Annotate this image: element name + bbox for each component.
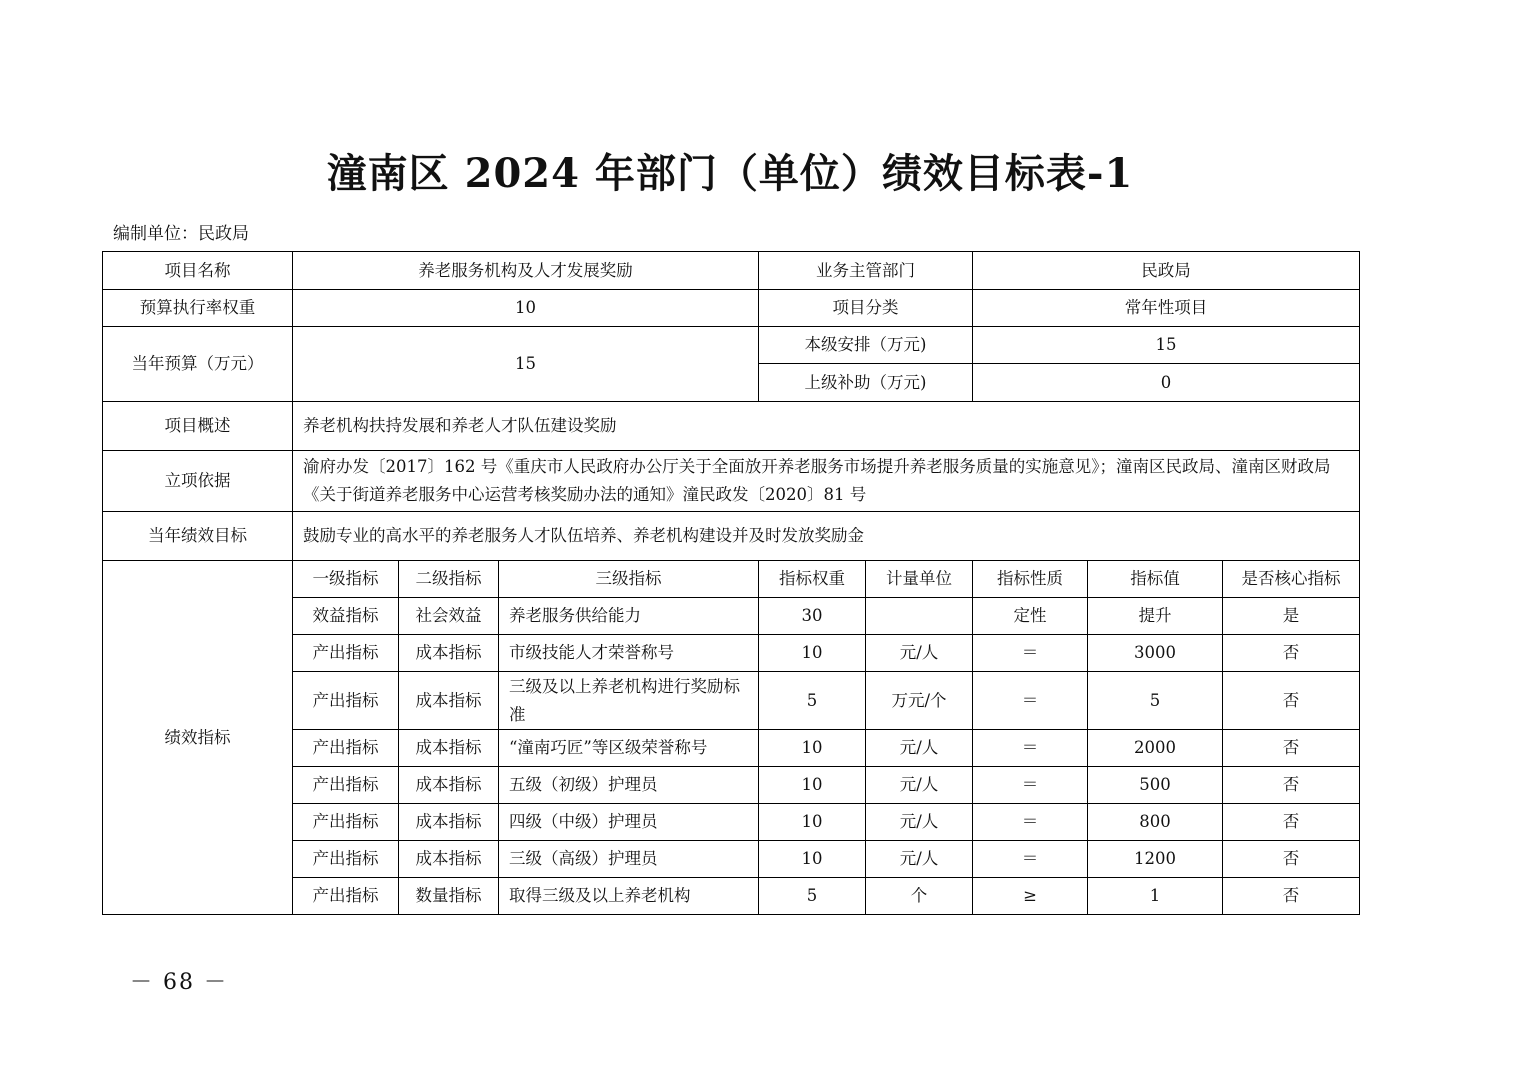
header-nature: 指标性质	[973, 561, 1088, 598]
unit-cell	[866, 598, 973, 635]
page-number: － 68 －	[130, 970, 228, 995]
dept-label: 业务主管部门	[759, 252, 973, 290]
local-value: 15	[973, 327, 1360, 364]
value-cell: 1	[1088, 878, 1223, 915]
core-cell: 否	[1223, 767, 1360, 804]
level3-cell: 市级技能人才荣誉称号	[499, 635, 759, 672]
level1-cell: 产出指标	[293, 730, 399, 767]
value-cell: 500	[1088, 767, 1223, 804]
weight-cell: 10	[759, 635, 866, 672]
weight-cell: 30	[759, 598, 866, 635]
weight-label: 预算执行率权重	[103, 290, 293, 327]
header-core: 是否核心指标	[1223, 561, 1360, 598]
indicators-section-label: 绩效指标	[103, 561, 293, 915]
level3-cell: “潼南巧匠”等区级荣誉称号	[499, 730, 759, 767]
weight-cell: 10	[759, 767, 866, 804]
level2-cell: 成本指标	[399, 767, 499, 804]
page-title: 潼南区 2024 年部门（单位）绩效目标表-1	[326, 150, 1134, 197]
value-cell: 提升	[1088, 598, 1223, 635]
category-value: 常年性项目	[973, 290, 1360, 327]
performance-target-table	[102, 251, 1360, 915]
level1-cell: 产出指标	[293, 841, 399, 878]
project-name-value: 养老服务机构及人才发展奖励	[293, 252, 759, 290]
level3-cell: 养老服务供给能力	[499, 598, 759, 635]
level1-cell: 效益指标	[293, 598, 399, 635]
weight-cell: 5	[759, 878, 866, 915]
value-cell: 800	[1088, 804, 1223, 841]
weight-cell: 10	[759, 841, 866, 878]
level2-cell: 成本指标	[399, 672, 499, 730]
level1-cell: 产出指标	[293, 878, 399, 915]
level2-cell: 成本指标	[399, 804, 499, 841]
row-goal	[103, 512, 1360, 561]
value-cell: 1200	[1088, 841, 1223, 878]
row-overview	[103, 402, 1360, 451]
core-cell: 否	[1223, 672, 1360, 730]
level2-cell: 成本指标	[399, 635, 499, 672]
category-label: 项目分类	[759, 290, 973, 327]
weight-value: 10	[293, 290, 759, 327]
unit-cell: 个	[866, 878, 973, 915]
header-level2: 二级指标	[399, 561, 499, 598]
level3-cell: 取得三级及以上养老机构	[499, 878, 759, 915]
compiling-unit: 编制单位：民政局	[113, 224, 249, 244]
level1-cell: 产出指标	[293, 767, 399, 804]
level3-cell: 三级及以上养老机构进行奖励标准	[499, 672, 759, 730]
unit-cell: 元/人	[866, 767, 973, 804]
header-weight: 指标权重	[759, 561, 866, 598]
value-cell: 5	[1088, 672, 1223, 730]
basis-label: 立项依据	[103, 451, 293, 512]
level3-cell: 三级（高级）护理员	[499, 841, 759, 878]
core-cell: 是	[1223, 598, 1360, 635]
nature-cell: ＝	[973, 841, 1088, 878]
level2-cell: 成本指标	[399, 841, 499, 878]
upper-value: 0	[973, 364, 1360, 402]
overview-value: 养老机构扶持发展和养老人才队伍建设奖励	[293, 402, 1360, 451]
core-cell: 否	[1223, 730, 1360, 767]
nature-cell: ＝	[973, 730, 1088, 767]
header-unit: 计量单位	[866, 561, 973, 598]
nature-cell: ＝	[973, 635, 1088, 672]
nature-cell: ＝	[973, 767, 1088, 804]
dept-value: 民政局	[973, 252, 1360, 290]
goal-label: 当年绩效目标	[103, 512, 293, 561]
level2-cell: 数量指标	[399, 878, 499, 915]
level1-cell: 产出指标	[293, 635, 399, 672]
value-cell: 3000	[1088, 635, 1223, 672]
overview-label: 项目概述	[103, 402, 293, 451]
nature-cell: ＝	[973, 672, 1088, 730]
header-level1: 一级指标	[293, 561, 399, 598]
level3-cell: 五级（初级）护理员	[499, 767, 759, 804]
unit-cell: 万元/个	[866, 672, 973, 730]
level1-cell: 产出指标	[293, 804, 399, 841]
weight-cell: 5	[759, 672, 866, 730]
nature-cell: ≥	[973, 878, 1088, 915]
header-level3: 三级指标	[499, 561, 759, 598]
local-label: 本级安排（万元)	[759, 327, 973, 364]
core-cell: 否	[1223, 635, 1360, 672]
upper-label: 上级补助（万元)	[759, 364, 973, 402]
basis-value: 渝府办发〔2017〕162 号《重庆市人民政府办公厅关于全面放开养老服务市场提升养老服务质量的实施意见》；潼南区民政局、潼南区财政局《关于街道养老服务中心运营考核奖励办法的通知》潼民政发〔2020〕81 号	[293, 451, 1360, 512]
level2-cell: 成本指标	[399, 730, 499, 767]
budget-label: 当年预算（万元）	[103, 327, 293, 402]
level2-cell: 社会效益	[399, 598, 499, 635]
indicator-header-row	[103, 561, 1360, 598]
nature-cell: 定性	[973, 598, 1088, 635]
core-cell: 否	[1223, 878, 1360, 915]
core-cell: 否	[1223, 841, 1360, 878]
header-value: 指标值	[1088, 561, 1223, 598]
unit-cell: 元/人	[866, 730, 973, 767]
row-weight	[103, 290, 1360, 327]
unit-cell: 元/人	[866, 635, 973, 672]
goal-value: 鼓励专业的高水平的养老服务人才队伍培养、养老机构建设并及时发放奖励金	[293, 512, 1360, 561]
budget-value: 15	[293, 327, 759, 402]
row-budget-local	[103, 327, 1360, 364]
row-project-name	[103, 252, 1360, 290]
nature-cell: ＝	[973, 804, 1088, 841]
level3-cell: 四级（中级）护理员	[499, 804, 759, 841]
value-cell: 2000	[1088, 730, 1223, 767]
weight-cell: 10	[759, 804, 866, 841]
weight-cell: 10	[759, 730, 866, 767]
row-basis	[103, 451, 1360, 512]
unit-cell: 元/人	[866, 804, 973, 841]
core-cell: 否	[1223, 804, 1360, 841]
unit-cell: 元/人	[866, 841, 973, 878]
project-name-label: 项目名称	[103, 252, 293, 290]
level1-cell: 产出指标	[293, 672, 399, 730]
